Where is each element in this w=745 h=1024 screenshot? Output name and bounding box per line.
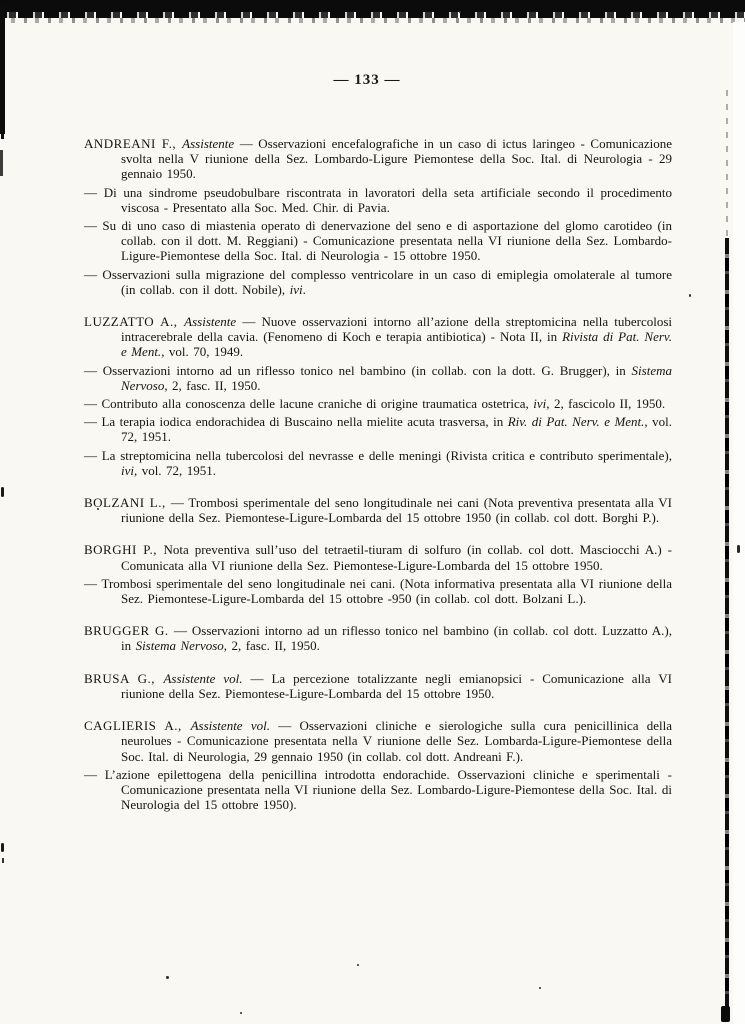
scan-speck [689,294,691,297]
entry-text: . [302,281,306,297]
bibliography-list [84,136,672,829]
entry-group [84,623,672,653]
bibliography-entry [84,767,672,813]
scan-artifact-left-mark [1,843,4,852]
author-name: BRUSA G., [84,670,164,686]
entry-text: — Contributo alla conoscenza delle lacune craniche di origine traumatica ostetrica, [84,396,534,412]
entry-text: — Osservazioni encefalografiche in un caso di ictus laringeo - Comunicazione svolta nella V riunione della Sez. Lombardo-Ligure Piemontese della Soc. Ital. di Neurologia - 29 gennaio 1950. [121,136,672,182]
bibliography-entry [84,542,672,572]
entry-text: , 2, fascicolo II, 1950. [546,396,666,412]
entry-text: — La terapia iodica endorachidea di Buscaino nella mielite acuta trasversa, in [84,414,508,430]
entry-text: — La percezione totalizzante negli emianopsici - Comunicazione alla VI riunione della Sez. Piemontese-Ligure-Lombarda del 15 ottobre 1950. [121,670,672,701]
entry-group [84,495,672,525]
scan-speck [539,987,541,989]
scan-artifact-right-blob [721,1006,730,1022]
scan-speck [166,976,169,979]
entry-text: , 2, fasc. II, 1950. [223,638,320,654]
entry-text: — Su di uno caso di miastenia operato di denervazione del seno e di asportazione del glomo carotideo (in collab. con il dott. M. Reggiani) - Comunicazione presentata nella VI riunione della Sez. Lombardo-Ligure-Piemontese della Soc. Ital. di Neurologia - 15 ottobre 1950. [84,218,672,264]
bibliography-entry [84,576,672,606]
page-number: — 133 — [333,72,401,88]
italic-text: Sistema Nervoso [135,638,224,654]
entry-text: — Osservazioni intorno ad un riflesso tonico nel bambino (in collab. col dott. Luzzatto A.), in [121,623,672,654]
italic-text: Sistema Nervoso [121,362,672,393]
bibliography-entry [84,414,672,444]
entry-text: , vol. 72, 1951. [121,414,672,445]
entry-text: — L’azione epilettogena della penicillina introdotta endorachide. Osservazioni cliniche e sperimentali - Comunicazione presentata nella VI riunione della Sez. Lombardo-Ligure-Piemontese della Soc. Ital. di Neurologia del 15 ottobre 1950). [84,766,672,813]
scan-artifact-top-bar [0,0,745,12]
scan-artifact-left-mark [0,150,3,176]
entry-text: — Trombosi sperimentale del seno longitudinale nei cani (Nota preventiva presentata alla VI riunione della Sez. Piemontese-Ligure-Lombarda del 15 ottobre 1950 (in collab. col dott. Borghi P.). [121,495,673,526]
author-name: ANDREANI F., [84,136,183,151]
scan-artifact-right-tick [737,545,740,553]
author-name: BOLZANI L., [84,495,171,511]
scan-artifact-top-ragged-edge-2 [0,18,745,23]
bibliography-entry [84,136,672,182]
entry-text: , vol. 70, 1949. [161,344,244,360]
entry-group [84,718,672,812]
entry-text: — Nuove osservazioni intorno all’azione della streptomicina nella tubercolosi intracerebrale della cavia. (Fenomeno di Koch e terapia antibiotica) - Nota II, in [121,314,672,345]
author-name: LUZZATTO A., [84,314,185,330]
italic-text: Assistente vol. [163,670,243,686]
entry-group [84,671,672,701]
scan-artifact-right-margin [733,22,745,1024]
scan-artifact-left-mark [2,858,4,863]
bibliography-entry [84,671,672,701]
entry-text: — Osservazioni cliniche e sierologiche sulla cura penicillinica della neurolues - Comunicazione presentata nella V riunione delle Sez. Lombarda-Ligure-Piemontese della Soc. Ital. di Neurologia, 29 gennaio 1950 (in collab. col dott. Andreani F.). [121,718,673,764]
scan-artifact-right-edge-line [725,238,729,1020]
italic-text: ivi [121,462,134,478]
entry-text: — Osservazioni intorno ad un riflesso tonico nel bambino (in collab. con la dott. G. Brugger), in [84,362,632,378]
italic-text: Assistente [182,136,235,151]
entry-text: Nota preventiva sull’uso del tetraetil-tiuram di solfuro (in collab. col dott. Masciocchi A.) - Comunicata alla VI riunione della Sez. Piemontese-Ligure-Lombarda del 15 ottobre 1950. [121,542,673,573]
scan-speck [357,964,359,966]
entry-group [84,314,672,478]
italic-text: Assistente vol. [190,718,270,734]
bibliography-entry [84,448,672,478]
entry-group [84,542,672,606]
scan-speck [240,1012,242,1014]
scan-speck [459,11,461,13]
entry-group [84,136,672,297]
bibliography-entry [84,396,672,411]
entry-text: — Osservazioni sulla migrazione del complesso ventricolare in un caso di emiplegia omolaterale al tumore (in collab. con il dott. Nobile), [84,266,672,297]
entry-text: , vol. 72, 1951. [134,462,216,478]
italic-text: ivi [289,281,303,297]
scan-artifact-left-mark [1,487,4,497]
entry-text: , 2, fasc. II, 1950. [164,377,261,393]
bibliography-entry [84,218,672,264]
bibliography-entry [84,495,672,525]
author-name: BRUGGER G. [84,623,175,639]
italic-text: Rivista di Pat. Nerv. e Ment. [121,329,672,360]
italic-text: ivi [533,396,547,412]
italic-text: Riv. di Pat. Nerv. e Ment. [507,414,645,430]
bibliography-entry [84,185,672,215]
bibliography-entry [84,267,672,297]
bibliography-entry [84,623,672,653]
bibliography-entry [84,363,672,393]
entry-text: — Trombosi sperimentale del seno longitudinale nei cani. (Nota informativa presentata alla VI riunione della Sez. Piemontese-Ligure-Lombarda del 15 ottobre -950 (in collab. col dott. Bolzani L.). [84,575,672,607]
bibliography-entry [84,314,672,360]
entry-text: — La streptomicina nella tubercolosi del nevrasse e delle meningi (Rivista critica e contributo sperimentale), [84,447,672,463]
scan-artifact-left-edge [0,6,5,134]
author-name: CAGLIERIS A., [84,718,191,734]
entry-text: — Di una sindrome pseudobulbare riscontrata in lavoratori della seta artificiale secondo il procedimento viscosa - Presentato alla Soc. Med. Chir. di Pavia. [84,184,672,215]
italic-text: Assistente [184,314,237,330]
scan-artifact-right-edge-faint [726,90,728,240]
author-name: BORGHI P., [84,542,164,558]
bibliography-entry [84,718,672,764]
